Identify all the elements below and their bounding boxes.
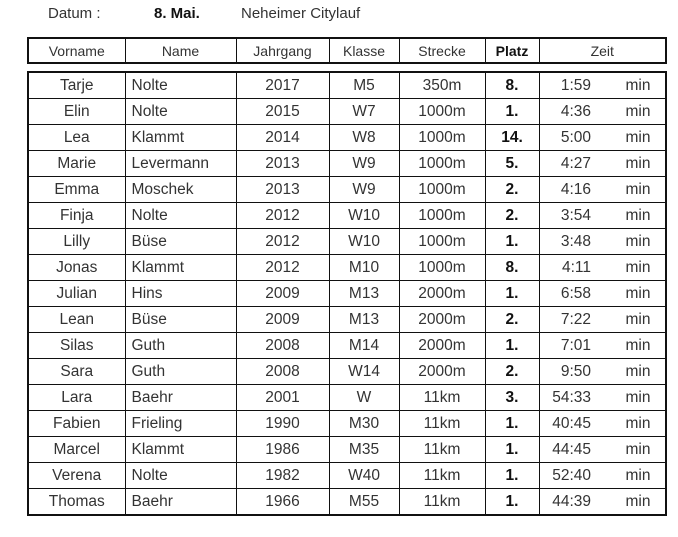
cell-vorname: Elin bbox=[28, 99, 125, 125]
cell-strecke: 1000m bbox=[399, 229, 485, 255]
cell-zeit bbox=[539, 411, 666, 437]
cell-name: Baehr bbox=[125, 385, 236, 411]
time-value: 7:22 bbox=[560, 311, 591, 328]
results-table bbox=[27, 71, 667, 516]
cell-vorname: Verena bbox=[28, 463, 125, 489]
cell-vorname: Jonas bbox=[28, 255, 125, 281]
cell-strecke: 1000m bbox=[399, 99, 485, 125]
cell-name: Guth bbox=[125, 333, 236, 359]
col-jahrgang: Jahrgang bbox=[236, 38, 329, 63]
cell-name: Frieling bbox=[125, 411, 236, 437]
cell-vorname: Sara bbox=[28, 359, 125, 385]
cell-platz: 2. bbox=[485, 359, 539, 385]
cell-name: Levermann bbox=[125, 151, 236, 177]
cell-zeit bbox=[539, 125, 666, 151]
table-row bbox=[28, 99, 666, 125]
cell-jahrgang: 1982 bbox=[236, 463, 329, 489]
time-unit: min bbox=[625, 441, 651, 458]
cell-strecke: 1000m bbox=[399, 151, 485, 177]
cell-name: Nolte bbox=[125, 99, 236, 125]
cell-zeit bbox=[539, 489, 666, 516]
cell-vorname: Tarje bbox=[28, 72, 125, 99]
table-row bbox=[28, 255, 666, 281]
cell-klasse: M13 bbox=[329, 307, 399, 333]
cell-platz: 2. bbox=[485, 203, 539, 229]
cell-name: Guth bbox=[125, 359, 236, 385]
table-row bbox=[28, 72, 666, 99]
col-strecke: Strecke bbox=[399, 38, 485, 63]
table-row bbox=[28, 437, 666, 463]
cell-vorname: Lara bbox=[28, 385, 125, 411]
table-row bbox=[28, 489, 666, 516]
cell-zeit bbox=[539, 99, 666, 125]
cell-platz: 8. bbox=[485, 72, 539, 99]
time-unit: min bbox=[625, 311, 651, 328]
time-unit: min bbox=[625, 103, 651, 120]
cell-klasse: W10 bbox=[329, 203, 399, 229]
time-unit: min bbox=[625, 129, 651, 146]
cell-jahrgang: 2017 bbox=[236, 72, 329, 99]
time-unit: min bbox=[625, 389, 651, 406]
cell-vorname: Lilly bbox=[28, 229, 125, 255]
time-value: 5:00 bbox=[560, 129, 591, 146]
table-row bbox=[28, 203, 666, 229]
time-value: 6:58 bbox=[560, 285, 591, 302]
time-value: 4:27 bbox=[560, 155, 591, 172]
cell-platz: 1. bbox=[485, 99, 539, 125]
event-name: Neheimer Citylauf bbox=[241, 5, 361, 22]
time-value: 40:45 bbox=[552, 415, 591, 432]
cell-platz: 3. bbox=[485, 385, 539, 411]
cell-vorname: Emma bbox=[28, 177, 125, 203]
cell-vorname: Lea bbox=[28, 125, 125, 151]
col-platz: Platz bbox=[485, 38, 539, 63]
cell-zeit bbox=[539, 151, 666, 177]
cell-zeit bbox=[539, 437, 666, 463]
cell-klasse: M14 bbox=[329, 333, 399, 359]
cell-platz: 5. bbox=[485, 151, 539, 177]
cell-vorname: Finja bbox=[28, 203, 125, 229]
cell-zeit bbox=[539, 177, 666, 203]
cell-zeit bbox=[539, 333, 666, 359]
cell-vorname: Julian bbox=[28, 281, 125, 307]
cell-zeit bbox=[539, 203, 666, 229]
cell-jahrgang: 2012 bbox=[236, 229, 329, 255]
time-unit: min bbox=[625, 285, 651, 302]
cell-name: Moschek bbox=[125, 177, 236, 203]
time-unit: min bbox=[625, 233, 651, 250]
cell-klasse: W9 bbox=[329, 177, 399, 203]
cell-strecke: 11km bbox=[399, 385, 485, 411]
table-row bbox=[28, 307, 666, 333]
time-value: 44:45 bbox=[552, 441, 591, 458]
cell-strecke: 11km bbox=[399, 411, 485, 437]
cell-strecke: 350m bbox=[399, 72, 485, 99]
cell-strecke: 2000m bbox=[399, 281, 485, 307]
cell-jahrgang: 2012 bbox=[236, 255, 329, 281]
cell-vorname: Marie bbox=[28, 151, 125, 177]
cell-strecke: 1000m bbox=[399, 177, 485, 203]
cell-name: Baehr bbox=[125, 489, 236, 516]
cell-name: Nolte bbox=[125, 203, 236, 229]
time-value: 52:40 bbox=[552, 467, 591, 484]
table-row bbox=[28, 229, 666, 255]
cell-zeit bbox=[539, 385, 666, 411]
cell-jahrgang: 2013 bbox=[236, 177, 329, 203]
cell-platz: 1. bbox=[485, 463, 539, 489]
table-row bbox=[28, 463, 666, 489]
cell-zeit bbox=[539, 281, 666, 307]
cell-klasse: M55 bbox=[329, 489, 399, 516]
cell-vorname: Lean bbox=[28, 307, 125, 333]
col-name: Name bbox=[125, 38, 236, 63]
time-value: 4:36 bbox=[560, 103, 591, 120]
cell-jahrgang: 1966 bbox=[236, 489, 329, 516]
cell-zeit bbox=[539, 359, 666, 385]
time-unit: min bbox=[625, 207, 651, 224]
cell-klasse: W14 bbox=[329, 359, 399, 385]
cell-strecke: 1000m bbox=[399, 203, 485, 229]
cell-jahrgang: 1990 bbox=[236, 411, 329, 437]
results-header bbox=[27, 37, 667, 64]
cell-vorname: Fabien bbox=[28, 411, 125, 437]
cell-strecke: 11km bbox=[399, 489, 485, 516]
cell-strecke: 2000m bbox=[399, 333, 485, 359]
cell-jahrgang: 2012 bbox=[236, 203, 329, 229]
time-unit: min bbox=[625, 415, 651, 432]
cell-klasse: W10 bbox=[329, 229, 399, 255]
time-value: 54:33 bbox=[552, 389, 591, 406]
cell-platz: 1. bbox=[485, 411, 539, 437]
cell-zeit bbox=[539, 72, 666, 99]
cell-name: Büse bbox=[125, 229, 236, 255]
cell-strecke: 2000m bbox=[399, 359, 485, 385]
cell-jahrgang: 2013 bbox=[236, 151, 329, 177]
table-row bbox=[28, 385, 666, 411]
table-row bbox=[28, 411, 666, 437]
time-value: 3:48 bbox=[560, 233, 591, 250]
cell-klasse: W8 bbox=[329, 125, 399, 151]
cell-platz: 2. bbox=[485, 177, 539, 203]
cell-name: Hins bbox=[125, 281, 236, 307]
time-value: 7:01 bbox=[560, 337, 591, 354]
cell-strecke: 11km bbox=[399, 437, 485, 463]
table-row bbox=[28, 359, 666, 385]
cell-platz: 14. bbox=[485, 125, 539, 151]
cell-strecke: 1000m bbox=[399, 125, 485, 151]
cell-jahrgang: 2015 bbox=[236, 99, 329, 125]
time-unit: min bbox=[625, 259, 651, 276]
time-unit: min bbox=[625, 77, 651, 94]
cell-platz: 1. bbox=[485, 437, 539, 463]
cell-name: Büse bbox=[125, 307, 236, 333]
cell-name: Nolte bbox=[125, 72, 236, 99]
cell-vorname: Marcel bbox=[28, 437, 125, 463]
cell-klasse: M13 bbox=[329, 281, 399, 307]
cell-klasse: W bbox=[329, 385, 399, 411]
cell-klasse: M10 bbox=[329, 255, 399, 281]
time-unit: min bbox=[625, 337, 651, 354]
time-value: 4:11 bbox=[561, 259, 591, 276]
cell-platz: 8. bbox=[485, 255, 539, 281]
cell-name: Nolte bbox=[125, 463, 236, 489]
cell-klasse: M5 bbox=[329, 72, 399, 99]
time-value: 3:54 bbox=[560, 207, 591, 224]
time-value: 44:39 bbox=[552, 493, 591, 510]
cell-zeit bbox=[539, 463, 666, 489]
cell-zeit bbox=[539, 229, 666, 255]
col-klasse: Klasse bbox=[329, 38, 399, 63]
table-row bbox=[28, 333, 666, 359]
cell-vorname: Thomas bbox=[28, 489, 125, 516]
cell-platz: 1. bbox=[485, 333, 539, 359]
cell-jahrgang: 2008 bbox=[236, 359, 329, 385]
time-value: 1:59 bbox=[560, 77, 591, 94]
time-unit: min bbox=[625, 181, 651, 198]
cell-name: Klammt bbox=[125, 125, 236, 151]
cell-name: Klammt bbox=[125, 437, 236, 463]
date-label: Datum : bbox=[48, 5, 101, 22]
cell-strecke: 11km bbox=[399, 463, 485, 489]
time-unit: min bbox=[625, 493, 651, 510]
cell-jahrgang: 2009 bbox=[236, 307, 329, 333]
cell-klasse: M30 bbox=[329, 411, 399, 437]
time-value: 4:16 bbox=[560, 181, 591, 198]
col-vorname: Vorname bbox=[28, 38, 125, 63]
cell-jahrgang: 2014 bbox=[236, 125, 329, 151]
time-value: 9:50 bbox=[560, 363, 591, 380]
time-unit: min bbox=[625, 363, 651, 380]
cell-jahrgang: 2001 bbox=[236, 385, 329, 411]
cell-klasse: W40 bbox=[329, 463, 399, 489]
cell-platz: 2. bbox=[485, 307, 539, 333]
cell-platz: 1. bbox=[485, 281, 539, 307]
table-row bbox=[28, 151, 666, 177]
cell-platz: 1. bbox=[485, 489, 539, 516]
cell-zeit bbox=[539, 255, 666, 281]
cell-jahrgang: 1986 bbox=[236, 437, 329, 463]
table-row bbox=[28, 281, 666, 307]
cell-klasse: W7 bbox=[329, 99, 399, 125]
cell-strecke: 1000m bbox=[399, 255, 485, 281]
cell-jahrgang: 2009 bbox=[236, 281, 329, 307]
cell-name: Klammt bbox=[125, 255, 236, 281]
cell-vorname: Silas bbox=[28, 333, 125, 359]
time-unit: min bbox=[625, 467, 651, 484]
event-date: 8. Mai. bbox=[154, 5, 200, 22]
cell-strecke: 2000m bbox=[399, 307, 485, 333]
cell-klasse: M35 bbox=[329, 437, 399, 463]
cell-jahrgang: 2008 bbox=[236, 333, 329, 359]
cell-klasse: W9 bbox=[329, 151, 399, 177]
cell-platz: 1. bbox=[485, 229, 539, 255]
table-row bbox=[28, 125, 666, 151]
table-row bbox=[28, 177, 666, 203]
cell-zeit bbox=[539, 307, 666, 333]
time-unit: min bbox=[625, 155, 651, 172]
col-zeit: Zeit bbox=[539, 38, 666, 63]
